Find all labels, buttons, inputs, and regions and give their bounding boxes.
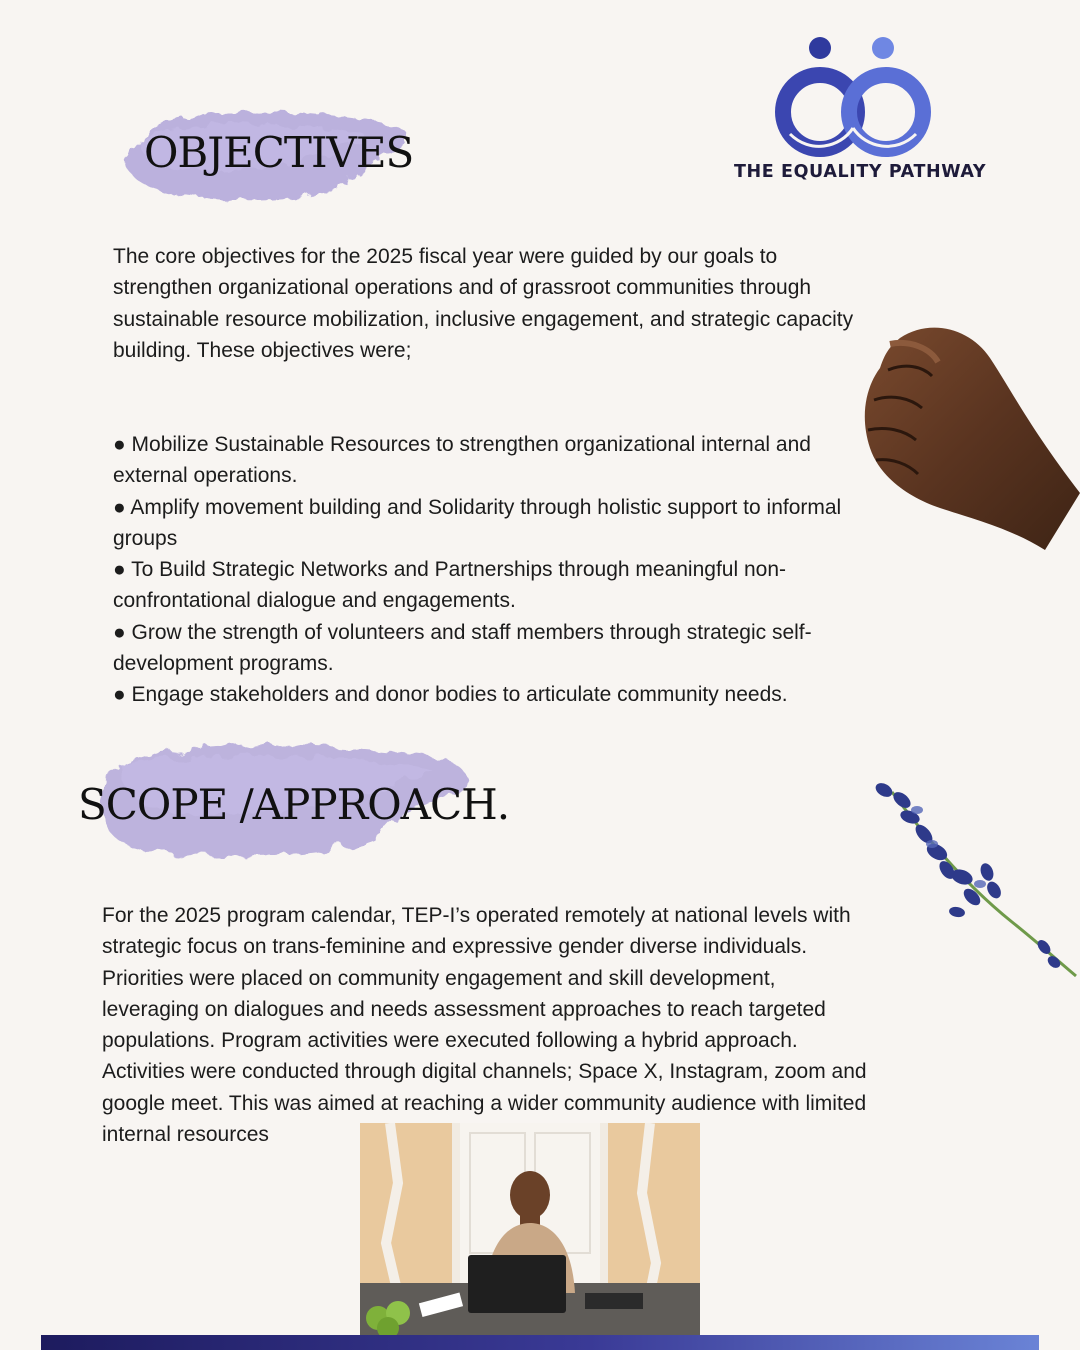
list-item [113,554,841,617]
infinity-people-icon [770,36,938,160]
bullet-line: external operations. [113,464,298,488]
list-item [113,679,841,710]
scope-line: populations. Program activities were executed following a hybrid approach. [102,1029,798,1053]
intro-line: building. These objectives were; [113,338,412,362]
brand-name: THE EQUALITY PATHWAY [734,162,987,182]
bullet-line: ● Amplify movement building and Solidarity through holistic support to informal [113,495,842,519]
intro-line: The core objectives for the 2025 fiscal year were guided by our goals to [113,245,778,268]
list-item [113,617,841,680]
objectives-heading: OBJECTIVES [144,128,414,177]
scope-line: leveraging on dialogues and needs assessment approaches to reach targeted [102,997,826,1021]
scope-line: Activities were conducted through digital channels; Space X, Instagram, zoom and [102,1060,867,1084]
bullet-line: groups [113,526,178,550]
raised-fist-image [860,318,1080,554]
scope-line: google meet. This was aimed at reaching a wider community audience with limited [102,1091,867,1115]
scope-paragraph [102,900,867,1150]
bullet-line: ● Engage stakeholders and donor bodies to articulate community needs. [113,683,788,707]
objectives-list [113,429,841,711]
footer-bar [41,1335,1039,1350]
intro-line: sustainable resource mobilization, inclusive engagement, and strategic capacity [113,307,854,331]
list-item [113,492,841,555]
lavender-sprig-image [862,772,1080,982]
scope-line: internal resources [102,1123,269,1147]
scope-line: For the 2025 program calendar, TEP-I’s operated remotely at national levels with [102,904,851,927]
bullet-line: ● Grow the strength of volunteers and staff members through strategic self- [113,620,812,644]
bullet-line: confrontational dialogue and engagements. [113,589,516,613]
list-item [113,429,841,492]
bullet-line: ● To Build Strategic Networks and Partnerships through meaningful non- [113,558,786,582]
scope-heading: SCOPE /APPROACH. [78,780,510,829]
objectives-intro [113,241,853,366]
scope-line: strategic focus on trans-feminine and expressive gender diverse individuals. [102,935,808,959]
bullet-line: development programs. [113,652,334,676]
scope-line: Priorities were placed on community engagement and skill development, [102,966,776,990]
man-at-laptop-photo [360,1123,700,1335]
bullet-line: ● Mobilize Sustainable Resources to strengthen organizational internal and [113,433,811,456]
intro-line: strengthen organizational operations and of grassroot communities through [113,276,812,300]
